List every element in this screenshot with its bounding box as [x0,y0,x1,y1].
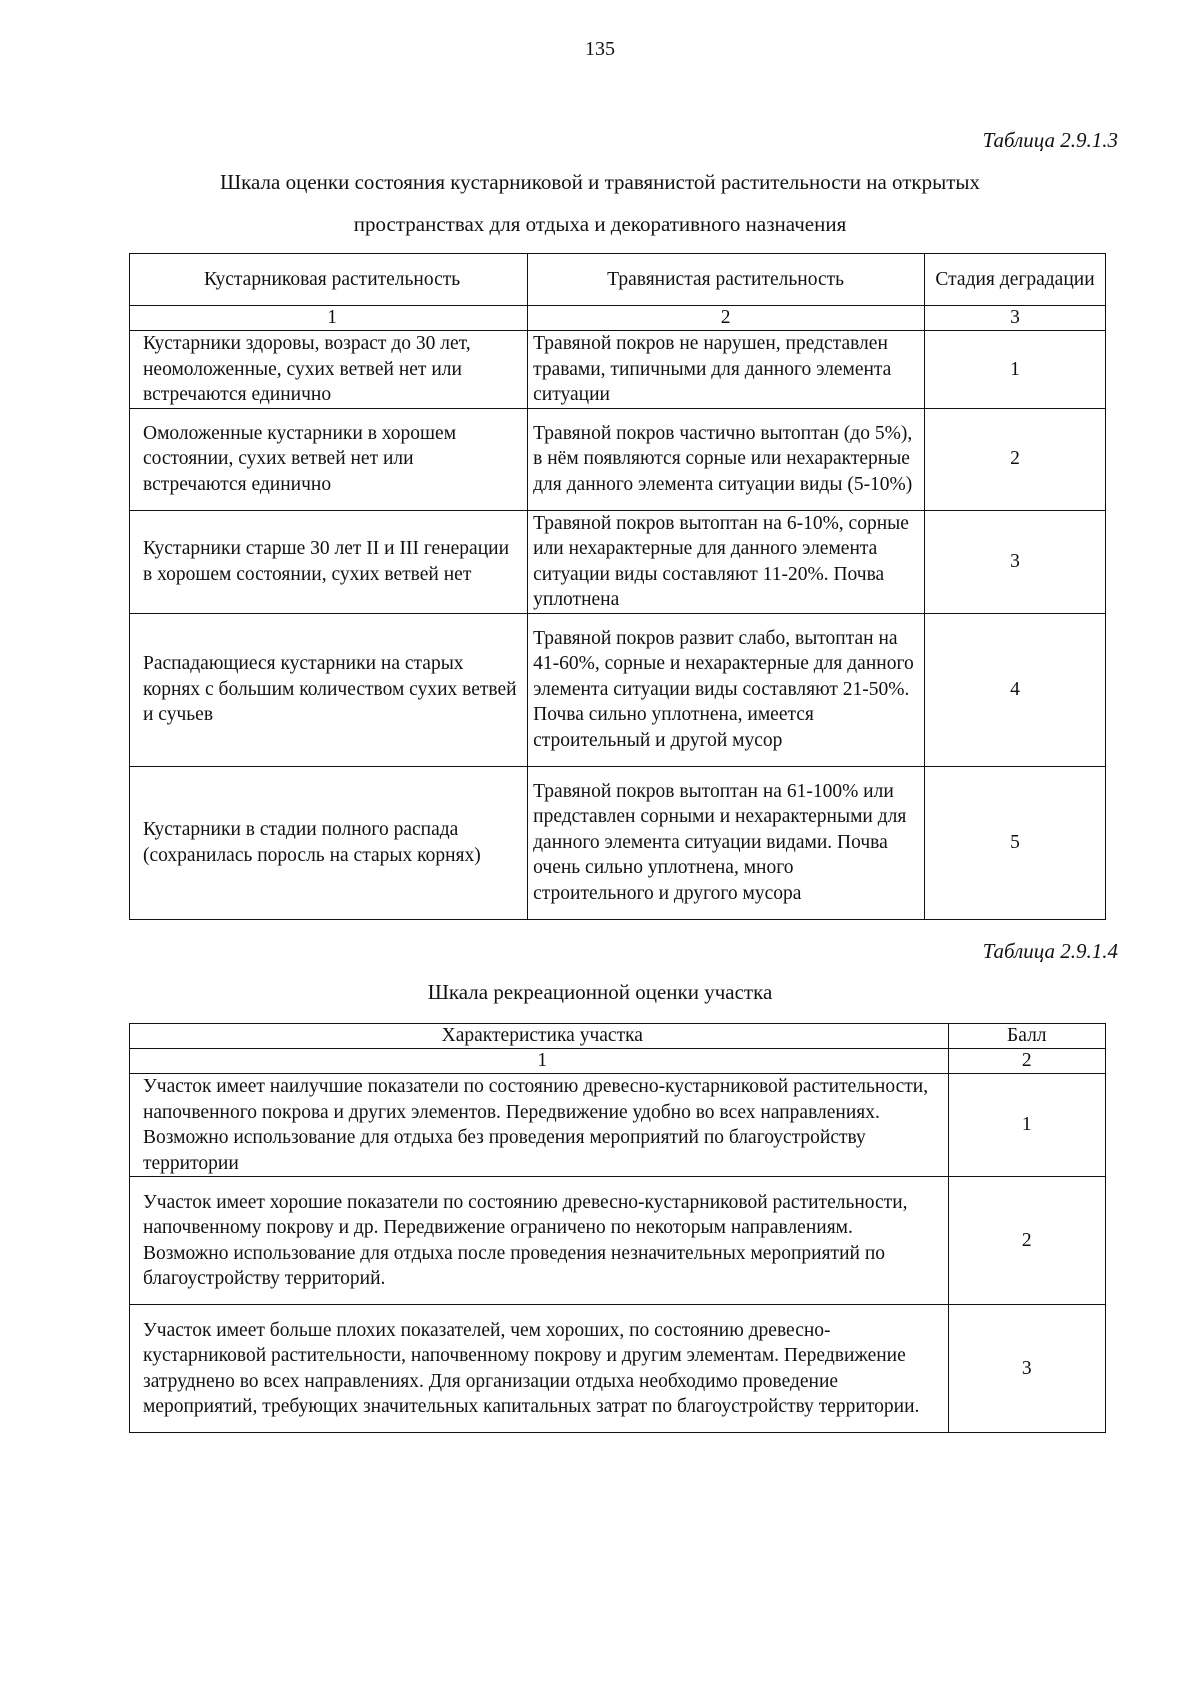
shrub-cell: Омоложенные кустарники в хорошем состоянии, сухих ветвей нет или встречаются единично [130,408,528,510]
table-row [130,766,1106,919]
column-number: 1 [130,1049,949,1074]
score-cell: 2 [948,1177,1105,1305]
grass-cell: Травяной покров частично вытоптан (до 5%), в нём появляются сорные или нехарактерные для данного элемента ситуации виды (5-10%) [528,408,925,510]
table-row [130,613,1106,766]
header-characteristic: Характеристика участка [130,1024,949,1049]
description-cell: Участок имеет больше плохих показателей, чем хороших, по состоянию древесно-кустарниковой растительности, напочвенному покрову и другим элементам. Передвижение затруднено во всех направлениях. Для организации отдыха необходимо проведение мероприятий, требующих значительных капитальных затрат по благоустройству территории. [130,1305,949,1433]
stage-cell: 2 [925,408,1106,510]
table-row [130,1305,1106,1433]
table-header-row [130,1024,1106,1049]
table2-title: Шкала рекреационной оценки участка [427,980,773,1004]
column-number: 3 [925,306,1106,331]
stage-cell: 4 [925,613,1106,766]
vegetation-degradation-table [129,253,1106,920]
header-score: Балл [948,1024,1105,1049]
description-cell: Участок имеет хорошие показатели по состоянию древесно-кустарниковой растительности, напочвенному покрову и др. Передвижение ограничено по некоторым направлениям. Возможно использование для отдыха после проведения незначительных мероприятий по благоустройству территорий. [130,1177,949,1305]
grass-cell: Травяной покров не нарушен, представлен травами, типичными для данного элемента ситуации [528,331,925,409]
table1-label: Таблица 2.9.1.3 [982,128,1118,152]
table-row [130,331,1106,409]
shrub-cell: Кустарники старше 30 лет II и III генерации в хорошем состоянии, сухих ветвей нет [130,510,528,613]
grass-cell: Травяной покров вытоптан на 61-100% или представлен сорными и нехарактерными для данного элемента ситуации видами. Почва очень сильно уплотнена, много строительного и другого мусора [528,766,925,919]
table2-label: Таблица 2.9.1.4 [982,939,1118,963]
shrub-cell: Кустарники в стадии полного распада (сохранилась поросль на старых корнях) [130,766,528,919]
table-row [130,408,1106,510]
column-number: 2 [528,306,925,331]
shrub-cell: Кустарники здоровы, возраст до 30 лет, неомоложенные, сухих ветвей нет или встречаются единично [130,331,528,409]
score-cell: 1 [948,1074,1105,1177]
header-stage: Стадия деградации [925,254,1106,306]
score-cell: 3 [948,1305,1105,1433]
column-number: 1 [130,306,528,331]
table1-title-line1: Шкала оценки состояния кустарниковой и травянистой растительности на открытых [219,170,981,194]
shrub-cell: Распадающиеся кустарники на старых корнях с большим количеством сухих ветвей и сучьев [130,613,528,766]
header-grass: Травянистая растительность [528,254,925,306]
table1-title-line2: пространствах для отдыха и декоративного назначения [353,212,847,236]
stage-cell: 3 [925,510,1106,613]
column-number-row [130,306,1106,331]
table-row [130,1074,1106,1177]
table-row [130,1177,1106,1305]
table-header-row [130,254,1106,306]
description-cell: Участок имеет наилучшие показатели по состоянию древесно-кустарниковой растительности, напочвенного покрова и других элементов. Передвижение удобно во всех направлениях. Возможно использование для отдыха без проведения мероприятий по благоустройству территории [130,1074,949,1177]
column-number: 2 [948,1049,1105,1074]
table-row [130,510,1106,613]
header-shrub: Кустарниковая растительность [130,254,528,306]
stage-cell: 1 [925,331,1106,409]
recreational-assessment-table [129,1023,1106,1433]
grass-cell: Травяной покров развит слабо, вытоптан на 41-60%, сорные и нехарактерные для данного элемента ситуации виды составляют 21-50%. Почва сильно уплотнена, имеется строительный и другой мусор [528,613,925,766]
page-number: 135 [585,38,615,60]
stage-cell: 5 [925,766,1106,919]
column-number-row [130,1049,1106,1074]
grass-cell: Травяной покров вытоптан на 6-10%, сорные или нехарактерные для данного элемента ситуации виды составляют 11-20%. Почва уплотнена [528,510,925,613]
